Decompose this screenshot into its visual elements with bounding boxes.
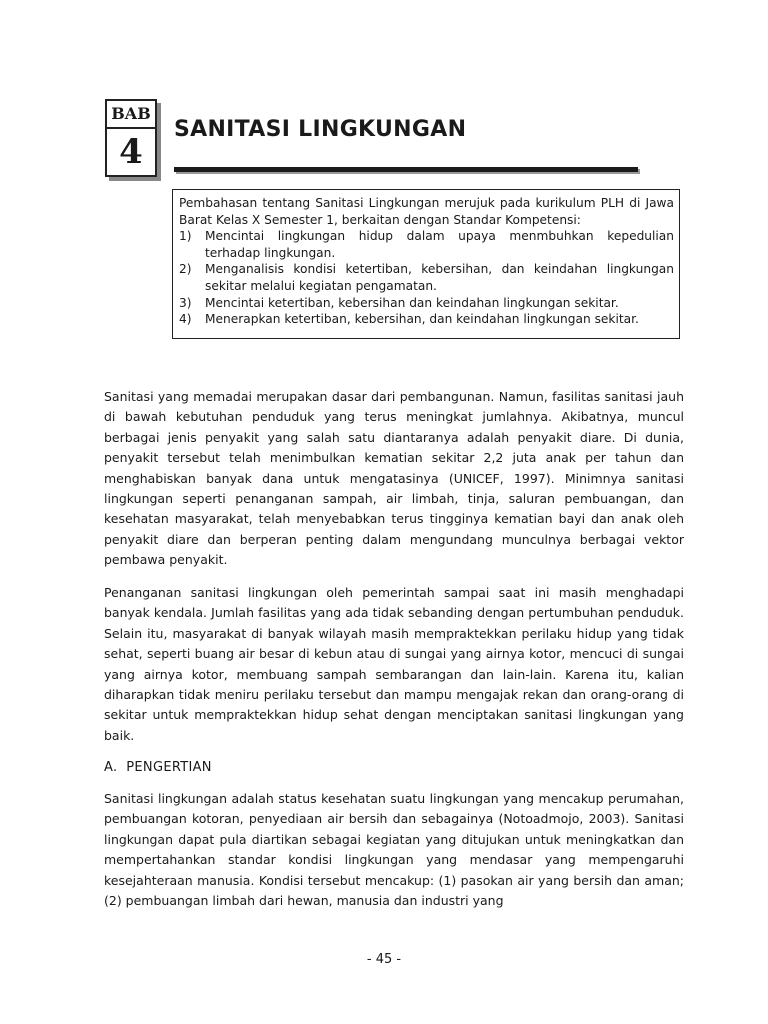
objectives-list	[179, 228, 674, 328]
section-paragraph	[104, 789, 684, 911]
objective-item	[179, 228, 674, 261]
paragraph-text: Sanitasi yang memadai merupakan dasar dari pembangunan. Namun, fasilitas sanitasi jauh di bawah kebutuhan penduduk yang terus meningkat jumlahnya. Akibatnya, muncul berbagai jenis penyakit yang salah satu diantaranya adalah penyakit diare. Di dunia, penyakit tersebut telah menimbulkan kematian sekitar 2,2 juta anak per tahun dan menghabiskan banyak dana untuk mengatasinya (UNICEF, 1997). Minimnya sanitasi lingkungan seperti penanganan sampah, air limbah, tinja, saluran pembuangan, dan kesehatan masyarakat, telah menyebabkan terus tingginya kematian bayi dan anak oleh penyakit diare dan berperan penting dalam mengundang munculnya berbagai vektor pembawa penyakit.	[104, 389, 684, 568]
objective-item	[179, 311, 674, 328]
chapter-number: 4	[119, 132, 143, 172]
body-paragraph-1	[104, 387, 684, 571]
objective-number: 2)	[179, 262, 192, 277]
objective-item	[179, 261, 674, 294]
competency-objectives-box	[172, 189, 680, 339]
paragraph-text: Penanganan sanitasi lingkungan oleh pemerintah sampai saat ini masih menghadapi banyak kendala. Jumlah fasilitas yang ada tidak sebanding dengan pertumbuhan penduduk. Selain itu, masyarakat di banyak wilayah masih mempraktekkan perilaku hidup yang tidak sehat, seperti buang air besar di kebun atau di sungai yang airnya kotor, mencuci di sungai yang airnya kotor, membuang sampah sembarangan dan lain-lain. Karena itu, kalian diharapkan tidak meniru perilaku tersebut dan mampu mengajak rekan dan orang-orang di sekitar untuk mempraktekkan hidup sehat dengan menciptakan sanitasi lingkungan yang baik.	[104, 585, 684, 743]
section-heading: A. PENGERTIAN	[104, 760, 212, 775]
objectives-intro: Pembahasan tentang Sanitasi Lingkungan merujuk pada kurikulum PLH di Jawa Barat Kelas X Semester 1, berkaitan dengan Standar Kompetensi:	[179, 196, 674, 227]
objective-item	[179, 295, 674, 312]
objective-number: 1)	[179, 229, 192, 244]
body-paragraph-2	[104, 583, 684, 746]
objective-number: 3)	[179, 295, 192, 310]
chapter-title: SANITASI LINGKUNGAN	[174, 117, 467, 142]
objective-text: Mencintai ketertiban, kebersihan dan keindahan lingkungan sekitar.	[205, 295, 619, 310]
paragraph-text: Sanitasi lingkungan adalah status kesehatan suatu lingkungan yang mencakup perumahan, pembuangan kotoran, penyediaan air bersih dan sebagainya (Notoadmojo, 2003). Sanitasi lingkungan dapat pula diartikan sebagai kegiatan yang ditujukan untuk meningkatkan dan mempertahankan standar kondisi lingkungan yang mendasar yang mempengaruhi kesejahteraan manusia. Kondisi tersebut mencakup: (1) pasokan air yang bersih dan aman; (2) pembuangan limbah dari hewan, manusia dan industri yang	[104, 791, 684, 909]
objective-number: 4)	[179, 312, 192, 327]
objective-text: Menerapkan ketertiban, kebersihan, dan keindahan lingkungan sekitar.	[205, 312, 639, 327]
objective-text: Mencintai lingkungan hidup dalam upaya menmbuhkan kepedulian terhadap lingkungan.	[205, 229, 674, 260]
objective-text: Menganalisis kondisi ketertiban, kebersihan, dan keindahan lingkungan sekitar melalui kegiatan pengamatan.	[205, 262, 674, 293]
chapter-badge	[105, 99, 157, 177]
page-number: - 45 -	[366, 952, 402, 967]
chapter-badge-label: BAB	[107, 101, 155, 129]
title-underline-rule	[174, 167, 638, 172]
